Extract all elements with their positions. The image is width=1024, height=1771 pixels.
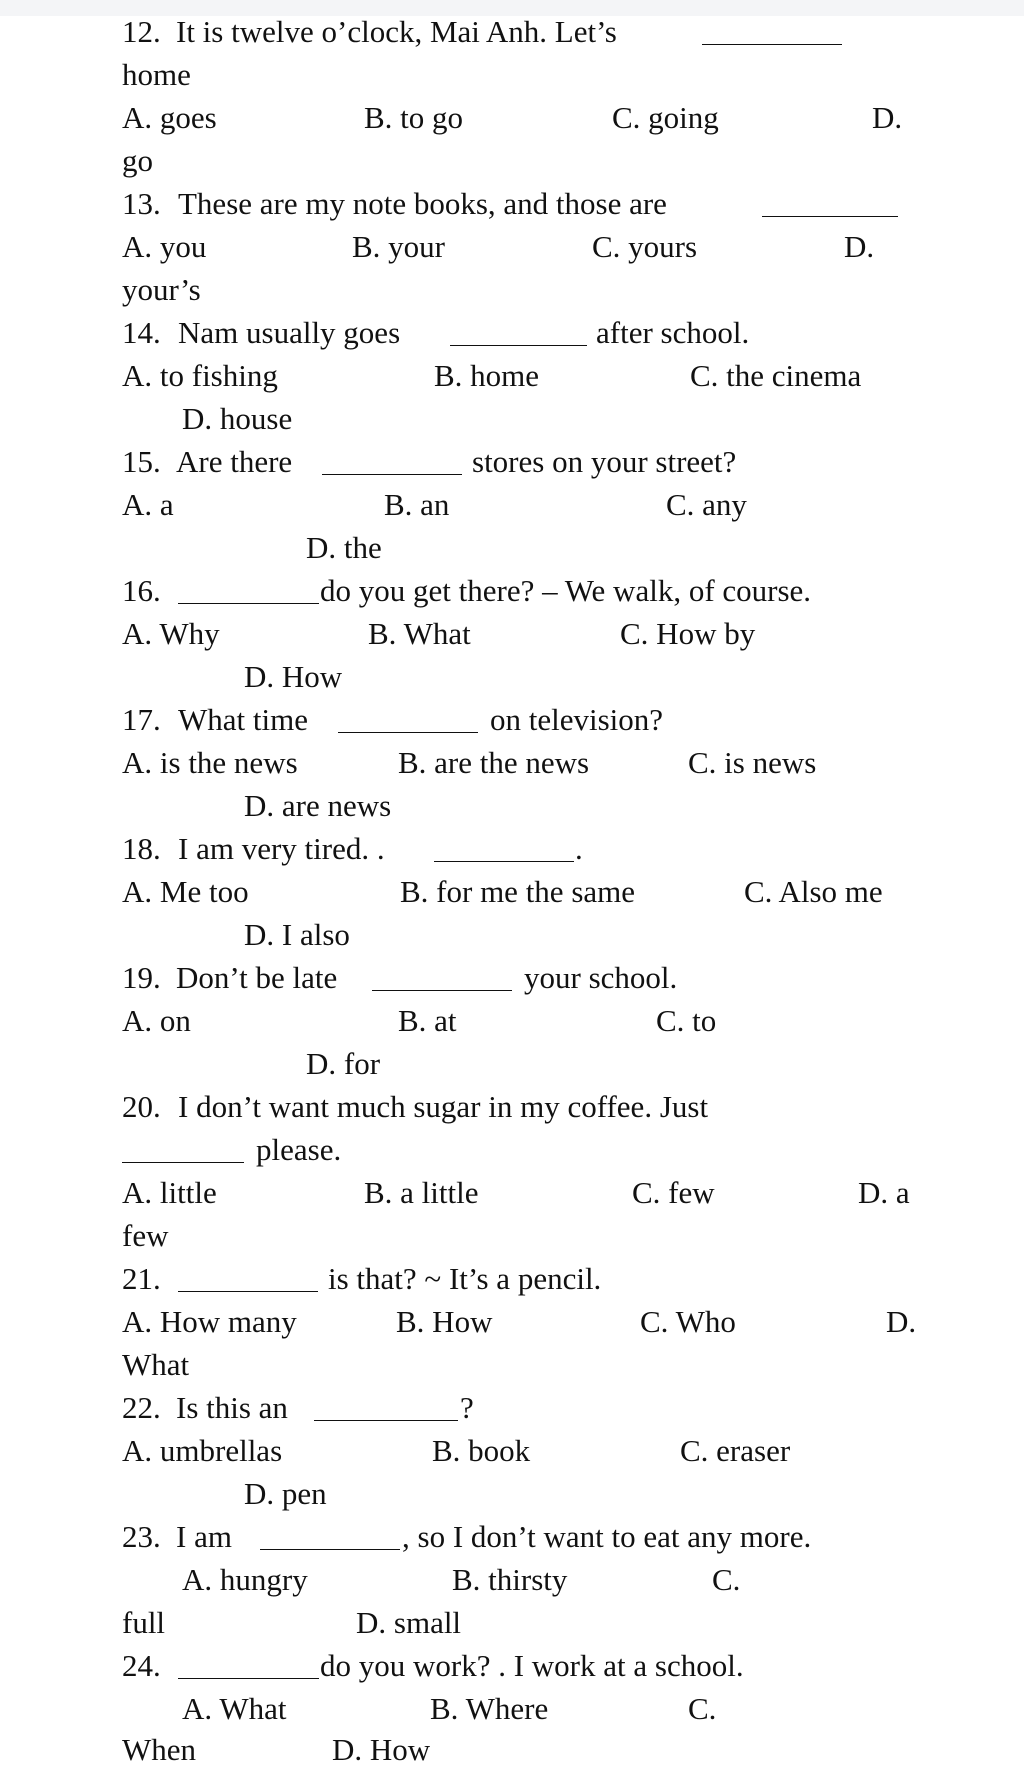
question-text: Nam usually goes xyxy=(178,315,401,350)
option-a: A. Why xyxy=(122,616,220,651)
question-text: It is twelve o’clock, Mai Anh. Let’s xyxy=(176,14,617,49)
option-d-text: go xyxy=(122,143,153,178)
question-number: 12. xyxy=(122,14,161,49)
question-text-after: do you get there? – We walk, of course. xyxy=(320,573,812,608)
question-14-options xyxy=(0,354,1024,397)
answer-blank xyxy=(450,345,587,346)
question-23-options xyxy=(0,1558,1024,1601)
question-text-after: after school. xyxy=(596,315,750,350)
option-d-text: few xyxy=(122,1218,169,1253)
option-b: B. at xyxy=(398,1003,457,1038)
question-text: I am xyxy=(176,1519,232,1554)
answer-blank xyxy=(702,44,842,45)
option-b: B. Where xyxy=(430,1691,549,1726)
question-16 xyxy=(0,569,1024,612)
option-c-text: When xyxy=(122,1732,197,1767)
option-c: C. Who xyxy=(640,1304,736,1339)
answer-blank xyxy=(372,990,512,991)
option-a: A. to fishing xyxy=(122,358,278,393)
option-d: D. a xyxy=(858,1175,910,1210)
option-a: A. How many xyxy=(122,1304,297,1339)
option-b: B. a little xyxy=(364,1175,479,1210)
question-21-options-wrap xyxy=(0,1343,1024,1386)
question-13-options xyxy=(0,225,1024,268)
option-b: B. home xyxy=(434,358,540,393)
question-24 xyxy=(0,1644,1024,1687)
question-20-continued xyxy=(0,1128,1024,1171)
question-text-after: on television? xyxy=(490,702,664,737)
option-a: A. is the news xyxy=(122,745,298,780)
question-14-options-wrap xyxy=(0,397,1024,440)
option-c: C. xyxy=(688,1691,717,1726)
question-number: 23. xyxy=(122,1519,161,1554)
answer-blank xyxy=(322,474,462,475)
question-text-after: stores on your street? xyxy=(472,444,737,479)
question-13 xyxy=(0,182,1024,225)
option-c: C. eraser xyxy=(680,1433,791,1468)
option-a: A. umbrellas xyxy=(122,1433,283,1468)
question-12-options xyxy=(0,96,1024,139)
option-c: C. xyxy=(712,1562,741,1597)
option-c: C. is news xyxy=(688,745,817,780)
question-text-after: please. xyxy=(256,1132,342,1167)
answer-blank xyxy=(314,1420,458,1421)
question-number: 17. xyxy=(122,702,161,737)
answer-blank xyxy=(434,861,574,862)
question-20 xyxy=(0,1085,1024,1128)
question-22-options xyxy=(0,1429,1024,1472)
option-c: C. the cinema xyxy=(690,358,862,393)
answer-blank xyxy=(178,1291,318,1292)
option-d: D. xyxy=(886,1304,917,1339)
question-text: Don’t be late xyxy=(176,960,338,995)
question-23-options-wrap xyxy=(0,1601,1024,1644)
question-number: 19. xyxy=(122,960,161,995)
question-text-continued: home xyxy=(122,57,191,92)
question-text-after: your school. xyxy=(524,960,678,995)
question-text: These are my note books, and those are xyxy=(178,186,667,221)
option-d: D. house xyxy=(182,401,293,436)
option-a: A. you xyxy=(122,229,207,264)
question-12-continued xyxy=(0,53,1024,96)
question-12-options-wrap xyxy=(0,139,1024,182)
question-23 xyxy=(0,1515,1024,1558)
option-d-text: your’s xyxy=(122,272,201,307)
question-19-options-wrap xyxy=(0,1042,1024,1085)
question-number: 20. xyxy=(122,1089,161,1124)
option-a: A. little xyxy=(122,1175,217,1210)
question-text-after: , so I don’t want to eat any more. xyxy=(402,1519,812,1554)
option-d: D. for xyxy=(306,1046,381,1081)
question-24-options xyxy=(0,1687,1024,1730)
option-d: D. I also xyxy=(244,917,350,952)
question-20-options-wrap xyxy=(0,1214,1024,1257)
question-text-after: ? xyxy=(460,1390,474,1425)
option-c: C. yours xyxy=(592,229,698,264)
option-c-text: full xyxy=(122,1605,166,1640)
question-16-options-wrap xyxy=(0,655,1024,698)
question-text: Are there xyxy=(176,444,293,479)
question-18-options xyxy=(0,870,1024,913)
question-19-options xyxy=(0,999,1024,1042)
option-a: A. Me too xyxy=(122,874,249,909)
question-15-options-wrap xyxy=(0,526,1024,569)
question-17 xyxy=(0,698,1024,741)
question-number: 24. xyxy=(122,1648,161,1683)
option-b: B. for me the same xyxy=(400,874,636,909)
option-d-text: What xyxy=(122,1347,190,1382)
answer-blank xyxy=(260,1549,400,1550)
answer-blank xyxy=(762,216,898,217)
question-17-options xyxy=(0,741,1024,784)
option-d: D. How xyxy=(332,1732,431,1767)
option-c: C. going xyxy=(612,100,719,135)
question-text-after: is that? ~ It’s a pencil. xyxy=(328,1261,602,1296)
question-number: 16. xyxy=(122,573,161,608)
question-text: Is this an xyxy=(176,1390,288,1425)
question-18 xyxy=(0,827,1024,870)
option-b: B. How xyxy=(396,1304,493,1339)
option-b: B. are the news xyxy=(398,745,590,780)
answer-blank xyxy=(178,603,319,604)
option-d: D. xyxy=(844,229,875,264)
question-20-options xyxy=(0,1171,1024,1214)
option-c: C. to xyxy=(656,1003,717,1038)
option-c: C. few xyxy=(632,1175,715,1210)
question-21 xyxy=(0,1257,1024,1300)
question-text-after: . xyxy=(575,831,583,866)
question-number: 18. xyxy=(122,831,161,866)
question-16-options xyxy=(0,612,1024,655)
option-b: B. book xyxy=(432,1433,531,1468)
option-b: B. thirsty xyxy=(452,1562,568,1597)
question-text: I am very tired. . xyxy=(178,831,385,866)
question-15-options xyxy=(0,483,1024,526)
option-a: A. on xyxy=(122,1003,191,1038)
option-d: D. xyxy=(872,100,903,135)
question-22-options-wrap xyxy=(0,1472,1024,1515)
option-a: A. a xyxy=(122,487,174,522)
answer-blank xyxy=(338,732,478,733)
question-number: 15. xyxy=(122,444,161,479)
question-number: 21. xyxy=(122,1261,161,1296)
answer-blank xyxy=(122,1162,244,1163)
option-a: A. What xyxy=(182,1691,287,1726)
question-13-options-wrap xyxy=(0,268,1024,311)
question-number: 14. xyxy=(122,315,161,350)
question-text: I don’t want much sugar in my coffee. Just xyxy=(178,1089,709,1124)
question-21-options xyxy=(0,1300,1024,1343)
answer-blank xyxy=(178,1678,319,1679)
question-14 xyxy=(0,311,1024,354)
option-c: C. any xyxy=(666,487,747,522)
question-text-after: do you work? . I work at a school. xyxy=(320,1648,744,1683)
question-18-options-wrap xyxy=(0,913,1024,956)
question-12 xyxy=(0,10,1024,53)
option-b: B. an xyxy=(384,487,450,522)
option-d: D. are news xyxy=(244,788,392,823)
option-a: A. hungry xyxy=(182,1562,308,1597)
option-b: B. your xyxy=(352,229,445,264)
question-19 xyxy=(0,956,1024,999)
question-number: 22. xyxy=(122,1390,161,1425)
question-22 xyxy=(0,1386,1024,1429)
option-a: A. goes xyxy=(122,100,217,135)
question-text: What time xyxy=(178,702,308,737)
option-d: D. the xyxy=(306,530,382,565)
option-d: D. How xyxy=(244,659,343,694)
question-24-options-wrap xyxy=(0,1728,1024,1771)
option-d: D. small xyxy=(356,1605,462,1640)
option-c: C. How by xyxy=(620,616,756,651)
question-15 xyxy=(0,440,1024,483)
question-17-options-wrap xyxy=(0,784,1024,827)
question-number: 13. xyxy=(122,186,161,221)
option-d: D. pen xyxy=(244,1476,327,1511)
option-b: B. to go xyxy=(364,100,464,135)
option-b: B. What xyxy=(368,616,471,651)
option-c: C. Also me xyxy=(744,874,883,909)
